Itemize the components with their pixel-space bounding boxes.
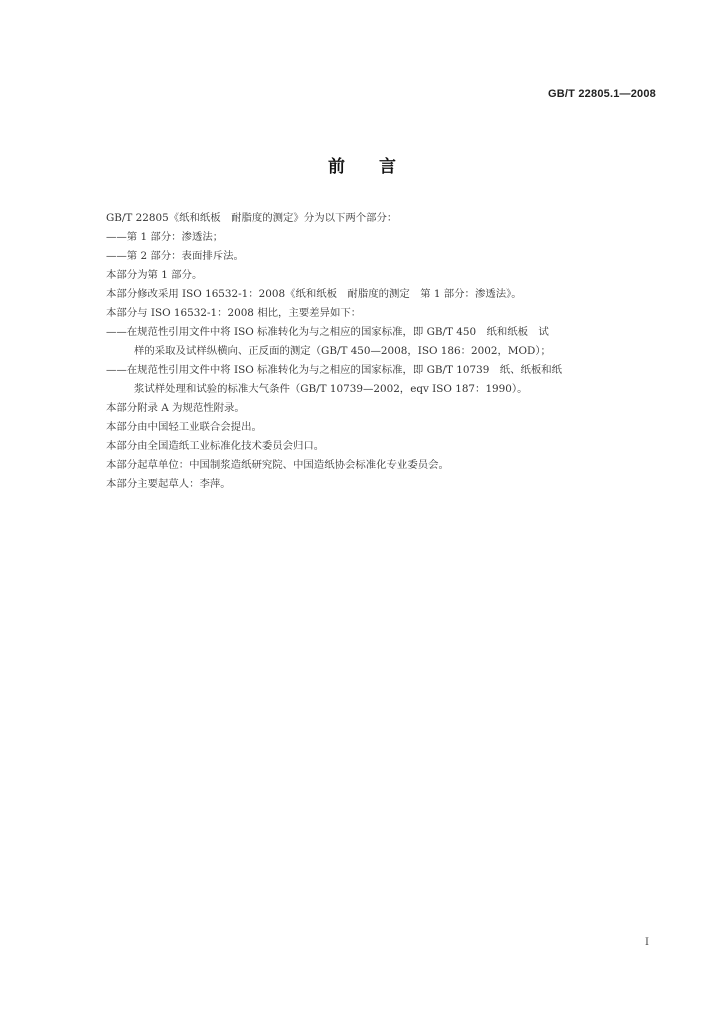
list-item-difference-1-cont: 样的采取及试样纵横向、正反面的测定（GB/T 450—2008，ISO 186：2002，MOD）； bbox=[134, 345, 551, 357]
list-item-difference-2: ——在规范性引用文件中将 ISO 标准转化为与之相应的国家标准，即 GB/T 10739 纸、纸板和纸 bbox=[106, 364, 563, 376]
paragraph-proposed-by: 本部分由中国轻工业联合会提出。 bbox=[106, 421, 262, 433]
paragraph-centralized-by: 本部分由全国造纸工业标准化技术委员会归口。 bbox=[106, 440, 325, 452]
paragraph-this-part: 本部分为第 1 部分。 bbox=[106, 269, 203, 281]
paragraph-drafting-units: 本部分起草单位：中国制浆造纸研究院、中国造纸协会标准化专业委员会。 bbox=[106, 459, 449, 471]
foreword-body bbox=[106, 209, 662, 494]
paragraph-differences: 本部分与 ISO 16532-1：2008 相比，主要差异如下： bbox=[106, 307, 362, 319]
page-title: 前言 bbox=[328, 157, 430, 177]
paragraph-drafters: 本部分主要起草人：李萍。 bbox=[106, 478, 231, 490]
standard-code: GB/T 22805.1—2008 bbox=[548, 88, 656, 100]
page-number: I bbox=[645, 937, 649, 948]
list-item-part-2: ——第 2 部分：表面排斥法。 bbox=[106, 250, 244, 262]
paragraph-parts-intro: GB/T 22805《纸和纸板 耐脂度的测定》分为以下两个部分： bbox=[106, 212, 398, 224]
paragraph-annex: 本部分附录 A 为规范性附录。 bbox=[106, 402, 245, 414]
list-item-part-1: ——第 1 部分：渗透法； bbox=[106, 231, 224, 243]
list-item-difference-2-cont: 浆试样处理和试验的标准大气条件（GB/T 10739—2002，eqv ISO 187：1990）。 bbox=[134, 383, 528, 395]
list-item-difference-1: ——在规范性引用文件中将 ISO 标准转化为与之相应的国家标准，即 GB/T 450 纸和纸板 试 bbox=[106, 326, 549, 338]
paragraph-adoption: 本部分修改采用 ISO 16532-1：2008《纸和纸板 耐脂度的测定 第 1 部分：渗透法》。 bbox=[106, 288, 522, 300]
